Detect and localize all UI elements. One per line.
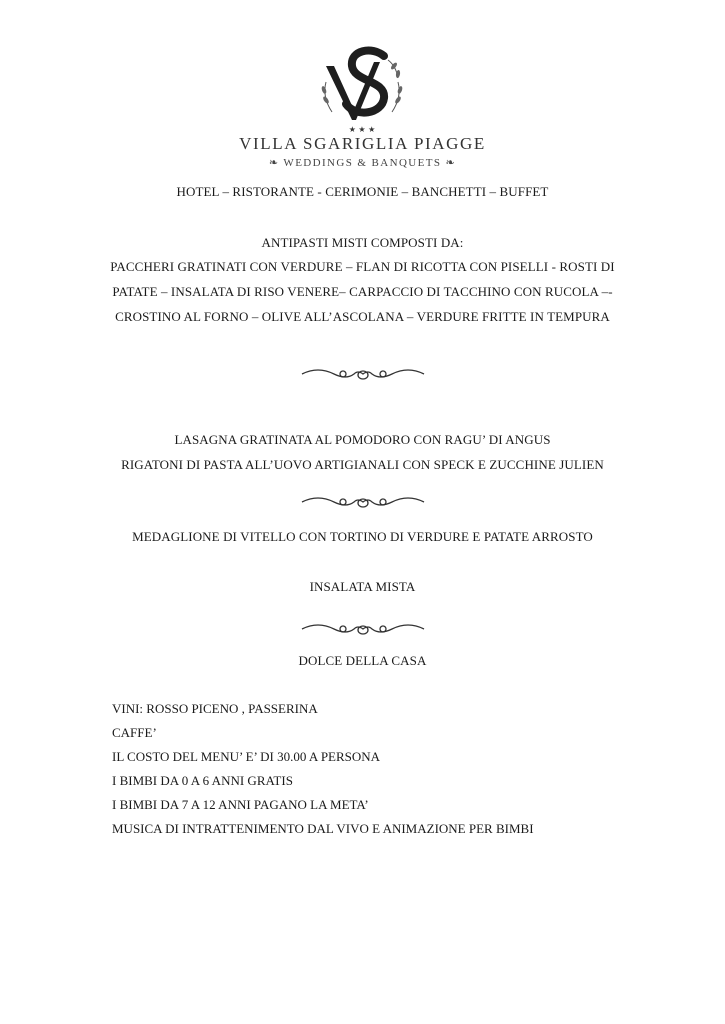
fleuron-right-icon: ❧ — [441, 157, 457, 169]
brand-subtitle-text: WEDDINGS & BANQUETS — [283, 157, 442, 169]
extras-item: CAFFE’ — [112, 725, 157, 740]
brand-name: VILLA SGARIGLIA PIAGGE — [239, 134, 486, 153]
antipasti-line: CROSTINO AL FORNO – OLIVE ALL’ASCOLANA – VERDURE FRITTE IN TEMPURA — [115, 309, 610, 324]
fleuron-left-icon: ❧ — [268, 157, 284, 169]
dolce-line: DOLCE DELLA CASA — [298, 653, 427, 668]
extras-item: MUSICA DI INTRATTENIMENTO DAL VIVO E ANIMAZIONE PER BIMBI — [112, 821, 534, 836]
ornament-divider-icon — [0, 490, 725, 514]
primo-line: RIGATONI DI PASTA ALL’UOVO ARTIGIANALI CON SPECK E ZUCCHINE JULIEN — [121, 457, 604, 472]
secondo-line: MEDAGLIONE DI VITELLO CON TORTINO DI VERDURE E PATATE ARROSTO — [132, 529, 593, 544]
extras-item: I BIMBI DA 0 A 6 ANNI GRATIS — [112, 773, 293, 788]
ornament-divider-icon — [0, 617, 725, 641]
extras-item: IL COSTO DEL MENU’ E’ DI 30.00 A PERSONA — [112, 749, 381, 764]
primo-line: LASAGNA GRATINATA AL POMODORO CON RAGU’ DI ANGUS — [174, 432, 551, 447]
ornament-divider-icon — [0, 362, 725, 386]
antipasti-heading: ANTIPASTI MISTI COMPOSTI DA: — [261, 235, 464, 250]
villa-logo — [312, 42, 412, 134]
antipasti-line: PACCHERI GRATINATI CON VERDURE – FLAN DI RICOTTA CON PISELLI - ROSTI DI — [110, 259, 615, 274]
extras-list — [112, 697, 672, 841]
services-line: HOTEL – RISTORANTE - CERIMONIE – BANCHETTI – BUFFET — [176, 184, 549, 199]
antipasti-line: PATATE – INSALATA DI RISO VENERE– CARPACCIO DI TACCHINO CON RUCOLA –- — [112, 284, 613, 299]
svg-text:★ ★ ★: ★ ★ ★ — [348, 125, 376, 134]
extras-item: I BIMBI DA 7 A 12 ANNI PAGANO LA META’ — [112, 797, 369, 812]
extras-item: VINI: ROSSO PICENO , PASSERINA — [112, 701, 318, 716]
brand-subtitle — [0, 156, 725, 169]
contorno-line: INSALATA MISTA — [309, 579, 416, 594]
